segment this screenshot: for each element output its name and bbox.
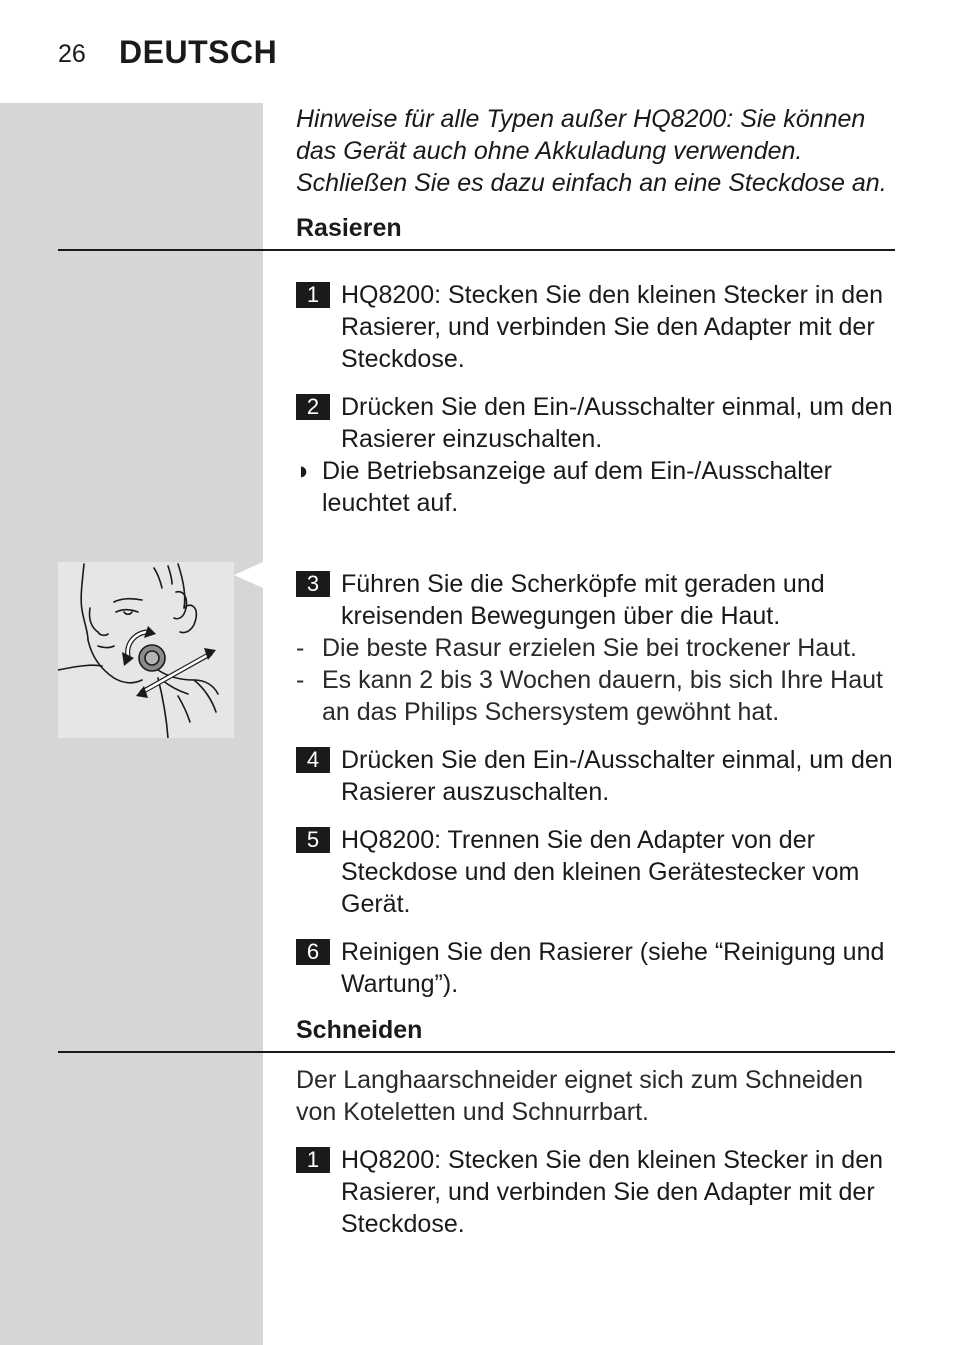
shaving-face-illustration: [58, 562, 234, 738]
rule-rasieren: [58, 249, 895, 251]
step-number: 4: [296, 747, 330, 773]
tip-text: Die beste Rasur erzielen Sie bei trockener Haut.: [322, 634, 857, 662]
tip-dash: -: [296, 666, 305, 694]
step-number: 1: [296, 1147, 330, 1173]
step-text: Reinigen Sie den Rasierer (siehe “Reinigung und Wartung”).: [341, 938, 885, 998]
rasieren-step-4: [296, 744, 896, 808]
section-title: DEUTSCH: [119, 34, 278, 70]
tip-text: Es kann 2 bis 3 Wochen dauern, bis sich Ihre Haut an das Philips Schersystem gewöhnt hat.: [322, 666, 883, 726]
rule-schneiden: [58, 1051, 895, 1053]
heading-schneiden: Schneiden: [296, 1016, 423, 1044]
page-number: 26: [58, 40, 86, 68]
rasieren-step-5: [296, 824, 896, 920]
step-text: Drücken Sie den Ein-/Ausschalter einmal, um den Rasierer einzuschalten.: [341, 393, 893, 453]
step-number: 6: [296, 939, 330, 965]
shaving-face-icon: [58, 562, 234, 738]
rasieren-step-6: [296, 936, 896, 1000]
schneiden-step-1: [296, 1144, 896, 1240]
note-block: [296, 103, 896, 199]
step-number: 2: [296, 394, 330, 420]
step-text: Drücken Sie den Ein-/Ausschalter einmal, um den Rasierer auszuschalten.: [341, 746, 893, 806]
rasieren-step-2: [296, 391, 896, 455]
heading-rasieren: Rasieren: [296, 214, 402, 242]
rasieren-tip-1: [296, 632, 896, 664]
note-text: Hinweise für alle Typen außer HQ8200: Sie können das Gerät auch ohne Akkuladung verwenden. Schließen Sie es dazu einfach an eine Steckdose an.: [296, 105, 887, 197]
step-text: HQ8200: Stecken Sie den kleinen Stecker in den Rasierer, und verbinden Sie den Adapter mit der Steckdose.: [341, 281, 884, 373]
step-number: 1: [296, 282, 330, 308]
step-text: HQ8200: Trennen Sie den Adapter von der Steckdose und den kleinen Gerätestecker vom Gerät.: [341, 826, 860, 918]
rasieren-result-2: [296, 455, 896, 519]
rasieren-step-3: [296, 568, 896, 632]
result-text: Die Betriebsanzeige auf dem Ein-/Ausschalter leuchtet auf.: [322, 457, 832, 517]
step-number: 5: [296, 827, 330, 853]
result-marker: ◗: [296, 457, 312, 485]
step-text: HQ8200: Stecken Sie den kleinen Stecker in den Rasierer, und verbinden Sie den Adapter mit der Steckdose.: [341, 1146, 884, 1238]
rasieren-step-1: [296, 279, 896, 375]
schneiden-intro-text: Der Langhaarschneider eignet sich zum Schneiden von Koteletten und Schnurrbart.: [296, 1066, 864, 1126]
schneiden-intro-block: [296, 1064, 896, 1128]
illustration-pointer: [234, 562, 263, 588]
rasieren-tip-2: [296, 664, 896, 728]
step-number: 3: [296, 571, 330, 597]
step-text: Führen Sie die Scherköpfe mit geraden und kreisenden Bewegungen über die Haut.: [341, 570, 825, 630]
tip-dash: -: [296, 634, 305, 662]
